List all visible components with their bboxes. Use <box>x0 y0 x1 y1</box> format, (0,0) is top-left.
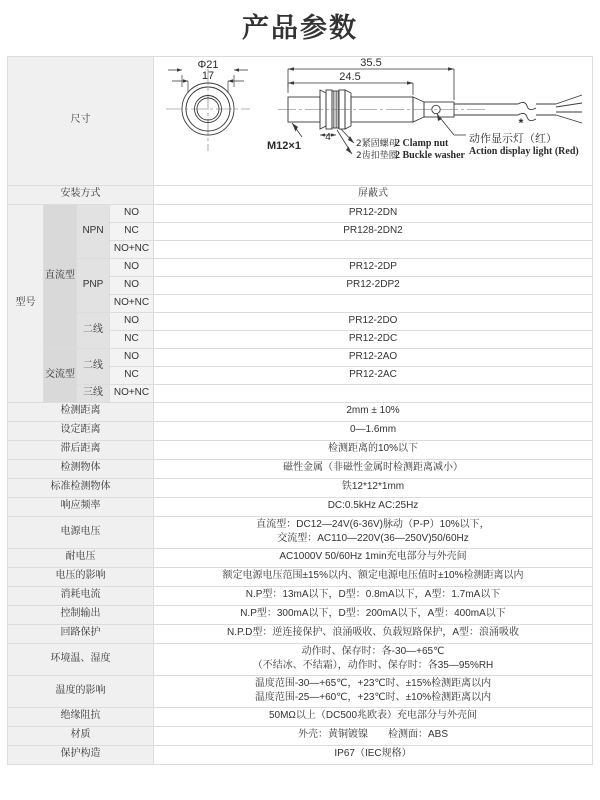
table-row-spec <box>8 726 593 745</box>
model-number-value: PR12-2AO <box>154 348 593 366</box>
table-row-spec <box>8 745 593 764</box>
table-row-mounting <box>8 185 593 204</box>
model-number-value: PR12-2DP <box>154 258 593 276</box>
spec-label: 响应频率 <box>8 497 154 516</box>
spec-value-line: IP67（IEC规格） <box>334 748 412 760</box>
table-row-spec <box>8 497 593 516</box>
callout-clamp-nut-cn: 2紧固螺母 <box>356 138 398 149</box>
model-number-value: PR12-2DP2 <box>154 276 593 294</box>
table-row-model-ac-3wire-nonc <box>8 384 593 402</box>
spec-label: 环境温、湿度 <box>8 643 154 675</box>
model-number-value: PR12-2DC <box>154 330 593 348</box>
dimension-label: 尺寸 <box>8 56 154 185</box>
spec-value-line: N.P型：13mA以下，D型：0.8mA以下，A型：1.7mA以下 <box>245 589 501 601</box>
table-row-spec <box>8 643 593 675</box>
spec-value <box>154 605 593 624</box>
thread-spec-text: M12×1 <box>267 139 301 152</box>
spec-value-line: 2mm ± 10% <box>346 405 400 417</box>
spec-label: 检测物体 <box>8 459 154 478</box>
spec-value-line: 检测距离的10%以下 <box>327 443 418 455</box>
table-row-model-ac-2wire-no <box>8 348 593 366</box>
callout-led-cn: 动作显示灯（红） <box>469 131 557 145</box>
spec-value-line: 直流型：DC12—24V(6-36V)脉动（P-P）10%以下， <box>256 518 490 530</box>
spec-label: 控制输出 <box>8 605 154 624</box>
dim-body-length-text: 24.5 <box>339 70 361 83</box>
model-number-value <box>154 384 593 402</box>
spec-value-line: 温度范围-30—+65℃，+23℃时、±15%检测距离以内 <box>254 677 492 689</box>
spec-label: 温度的影响 <box>8 675 154 707</box>
model-section-label: 型号 <box>8 204 44 402</box>
model-type-pnp-label: PNP <box>77 258 110 312</box>
dim-total-length-text: 35.5 <box>360 56 382 69</box>
spec-value-line: AC1000V 50/60Hz 1min充电部分与外壳间 <box>279 551 467 563</box>
table-row-dimension <box>8 56 593 185</box>
table-row-spec <box>8 402 593 421</box>
mounting-label: 安装方式 <box>8 185 154 204</box>
spec-label: 设定距离 <box>8 421 154 440</box>
spec-value-line: （不结冰、不结霜），动作时、保存时：各35—95%RH <box>252 660 494 672</box>
model-type-ac-threewire-label: 三线 <box>77 384 110 402</box>
spec-value-line: 动作时、保存时：各-30—+65℃ <box>301 645 445 657</box>
table-row-model-dc-npn-no <box>8 204 593 222</box>
model-type-ac-twowire-label: 二线 <box>77 348 110 384</box>
dim-diameter-text: Φ21 <box>197 58 219 71</box>
spec-value-line: N.P型：300mA以下，D型：200mA以下，A型：400mA以下 <box>240 608 506 620</box>
model-contact-label: NO+NC <box>110 240 154 258</box>
spec-label: 绝缘阻抗 <box>8 707 154 726</box>
spec-label: 回路保护 <box>8 624 154 643</box>
spec-value-line: 0—1.6mm <box>349 424 397 436</box>
spec-value-line: 交流型：AC110—220V(36—250V)50/60Hz <box>277 533 469 545</box>
spec-label: 保护构造 <box>8 745 154 764</box>
model-number-value: PR12-2DN <box>154 204 593 222</box>
model-contact-label: NO <box>110 348 154 366</box>
table-row-spec <box>8 421 593 440</box>
spec-value <box>154 402 593 421</box>
spec-label: 标准检测物体 <box>8 478 154 497</box>
spec-label: 耐电压 <box>8 548 154 567</box>
model-contact-label: NO <box>110 204 154 222</box>
spec-value <box>154 643 593 675</box>
spec-value <box>154 745 593 764</box>
mounting-value: 屏蔽式 <box>154 185 593 204</box>
spec-label: 消耗电流 <box>8 586 154 605</box>
spec-value <box>154 440 593 459</box>
spec-value <box>154 567 593 586</box>
spec-value <box>154 497 593 516</box>
model-contact-label: NO+NC <box>110 384 154 402</box>
table-row-spec <box>8 548 593 567</box>
spec-value <box>154 707 593 726</box>
model-contact-label: NO+NC <box>110 294 154 312</box>
table-row-spec <box>8 516 593 548</box>
model-contact-label: NO <box>110 258 154 276</box>
table-row-spec <box>8 605 593 624</box>
spec-value <box>154 459 593 478</box>
model-number-value: PR12-2AC <box>154 366 593 384</box>
dimension-diagram-cell <box>154 56 593 185</box>
model-number-value: PR128-2DN2 <box>154 222 593 240</box>
model-group-dc-label: 直流型 <box>44 204 77 348</box>
spec-value-line: 50MΩ以上（DC500兆欧表）充电部分与外壳间 <box>268 710 478 722</box>
spec-value-line: DC:0.5kHz AC:25Hz <box>327 500 419 512</box>
model-contact-label: NC <box>110 330 154 348</box>
spec-label: 电源电压 <box>8 516 154 548</box>
table-row-spec <box>8 675 593 707</box>
spec-value-line: N.P.D型：逆连接保护、浪涌吸收、负载短路保护，A型：浪涌吸收 <box>226 627 520 639</box>
spec-value <box>154 726 593 745</box>
table-row-spec <box>8 440 593 459</box>
page-title: 产品参数 <box>242 13 358 43</box>
spec-value-line: 磁性金属（非磁性金属时检测距离减小） <box>283 462 463 474</box>
model-type-npn-label: NPN <box>77 204 110 258</box>
table-row-spec <box>8 567 593 586</box>
table-row-spec <box>8 459 593 478</box>
dim-thread-offset-text: 4 <box>325 131 331 143</box>
model-contact-label: NO <box>110 276 154 294</box>
dim-width-text: 17 <box>201 69 215 82</box>
spec-value <box>154 478 593 497</box>
asterisk-mark: * <box>518 115 524 130</box>
spec-value-line: 额定电源电压范围±15%以内、额定电源电压值时±10%检测距离以内 <box>222 570 524 582</box>
model-contact-label: NO <box>110 312 154 330</box>
model-group-ac-label: 交流型 <box>44 348 77 402</box>
table-row-spec <box>8 707 593 726</box>
spec-label: 材质 <box>8 726 154 745</box>
table-row-spec <box>8 624 593 643</box>
callout-buckle-washer-en: 2 Buckle washer <box>395 149 465 161</box>
table-row-spec <box>8 586 593 605</box>
model-number-value <box>154 240 593 258</box>
spec-value <box>154 586 593 605</box>
spec-value-line: 温度范围-25—+60℃，+23℃时、±10%检测距离以内 <box>254 692 492 704</box>
dimension-drawing-svg <box>154 57 592 185</box>
table-row-model-dc-2wire-no <box>8 312 593 330</box>
model-type-dc-twowire-label: 二线 <box>77 312 110 348</box>
spec-value <box>154 548 593 567</box>
callout-led-en: Action display light (Red) <box>469 145 579 157</box>
table-row-model-dc-pnp-no <box>8 258 593 276</box>
model-contact-label: NC <box>110 366 154 384</box>
spec-value <box>154 516 593 548</box>
sensor-dimension-diagram <box>154 57 592 185</box>
spec-label: 电压的影响 <box>8 567 154 586</box>
table-body <box>8 56 593 764</box>
callout-clamp-nut-en: 2 Clamp nut <box>395 137 449 149</box>
spec-label: 检测距离 <box>8 402 154 421</box>
callout-buckle-washer-cn: 2齿扣垫圈 <box>356 150 398 161</box>
spec-value <box>154 421 593 440</box>
model-number-value: PR12-2DO <box>154 312 593 330</box>
model-contact-label: NC <box>110 222 154 240</box>
table-row-spec <box>8 478 593 497</box>
specification-table <box>7 56 593 765</box>
spec-label: 滞后距离 <box>8 440 154 459</box>
model-number-value <box>154 294 593 312</box>
spec-value-line: 铁12*12*1mm <box>341 481 405 493</box>
spec-value <box>154 624 593 643</box>
spec-value-line: 外壳：黄铜镀镍 检测面：ABS <box>297 729 448 741</box>
spec-value <box>154 675 593 707</box>
